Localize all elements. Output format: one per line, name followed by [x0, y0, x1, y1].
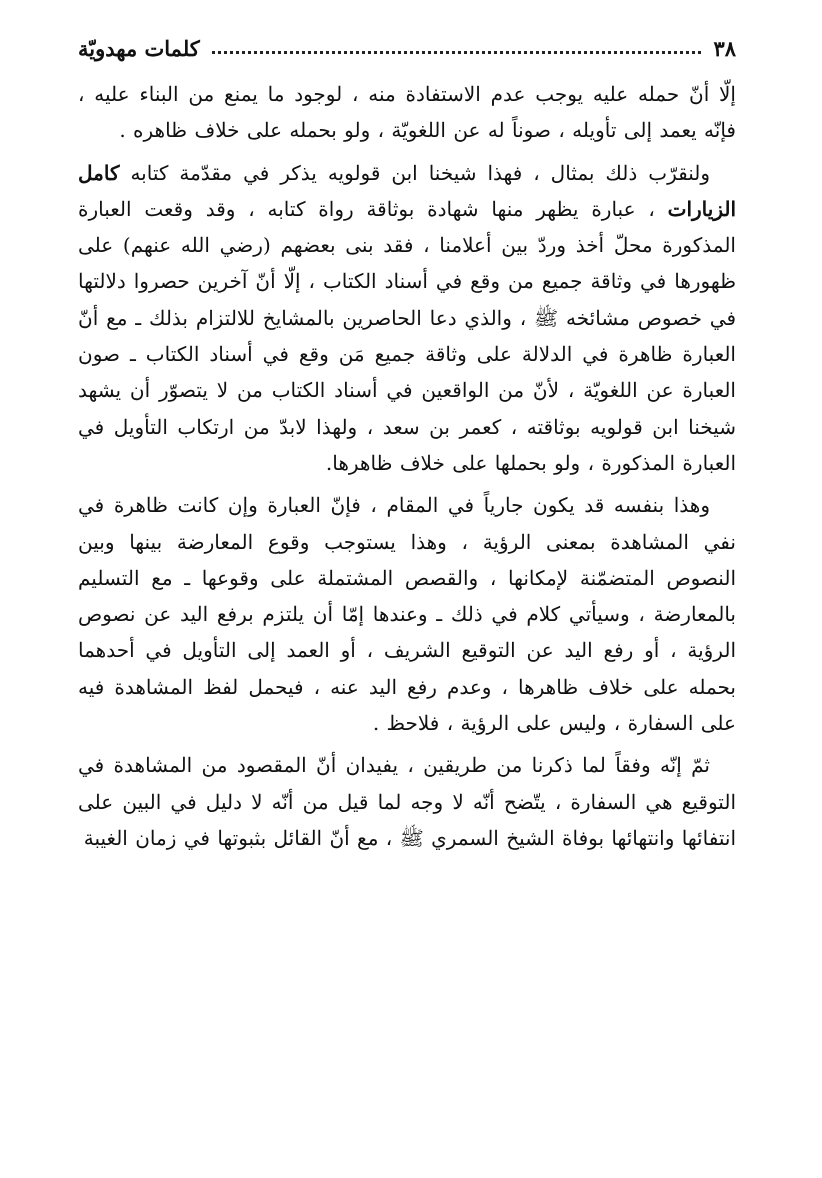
page-header	[78, 28, 736, 68]
page-body	[78, 76, 736, 856]
header-dotted-leader	[212, 51, 702, 54]
paragraph-text-before: ولنقرّب ذلك بمثال ، فهذا شيخنا ابن قولويه يذكر في مقدّمة كتابه	[130, 160, 711, 185]
paragraph-text-after: ، عبارة يظهر منها شهادة بوثاقة رواة كتابه ، وقد وقعت العبارة المذكورة محلّ أخذ وردّ بين أعلامنا ، فقد بنى بعضهم (رضي الله عنهم) على ظهورها في وثاقة جميع من وقع في أسناد الكتاب ، إلّا أنّ آخرين حصروا دلالتها في خصوص مشائخه ﷺ ، والذي دعا الحاصرين بالمشايخ للالتزام بذلك ـ مع أنّ العبارة ظاهرة في الدلالة على وثاقة جميع مَن وقع في أسناد الكتاب ـ صون العبارة عن اللغويّة ، لأنّ من الواقعين في أسناد الكتاب من لا يتصوّر أن يشهد شيخنا ابن قولويه بوثاقته ، كعمر بن سعد ، ولهذا لابدّ من ارتكاب التأويل في العبارة المذكورة ، ولو بحملها على خلاف ظاهرها.	[78, 196, 737, 475]
page-number: ٣٨	[713, 35, 736, 61]
paragraph-mushahada: وهذا بنفسه قد يكون جارياً في المقام ، فإنّ العبارة وإن كانت ظاهرة في نفي المشاهدة بمعنى الرؤية ، وهذا يستوجب وقوع المعارضة بينها وبين النصوص المتضمّنة لإمكانها ، والقصص المشتملة على وقوعها ـ مع التسليم بالمعارضة ، وسيأتي كلام في ذلك ـ وعندها إمّا أن يلتزم برفع اليد عن نصوص الرؤية ، أو رفع اليد عن التوقيع الشريف ، أو العمد إلى التأويل في أحدهما بحمله على خلاف ظاهرها ، وعدم رفع اليد عنه ، فيحمل لفظ المشاهدة فيه على السفارة ، وليس على الرؤية ، فلاحظ .	[78, 493, 736, 736]
paragraph-sifara: ثمّ إنّه وفقاً لما ذكرنا من طريقين ، يفيدان أنّ المقصود من المشاهدة في التوقيع هي السفارة ، يتّضح أنّه لا وجه لما قيل من أنّه لا دليل في البين على انتفائها وانتهائها بوفاة الشيخ السمري ﷺ ، مع أنّ القائل بثبوتها في زمان الغيبة	[78, 753, 736, 850]
paragraph-ibn-qulawayh	[78, 155, 736, 482]
running-title: كلمات مهدويّة	[78, 35, 200, 61]
paragraph-continuation: إلّا أنّ حمله عليه يوجب عدم الاستفادة منه ، لوجود ما يمنع من البناء عليه ، فإنّه يعمد إلى تأويله ، صوناً له عن اللغويّة ، ولو بحمله على خلاف ظاهره .	[78, 82, 736, 143]
book-title-kamil-al-ziyarat: كامل الزيارات	[78, 160, 737, 221]
